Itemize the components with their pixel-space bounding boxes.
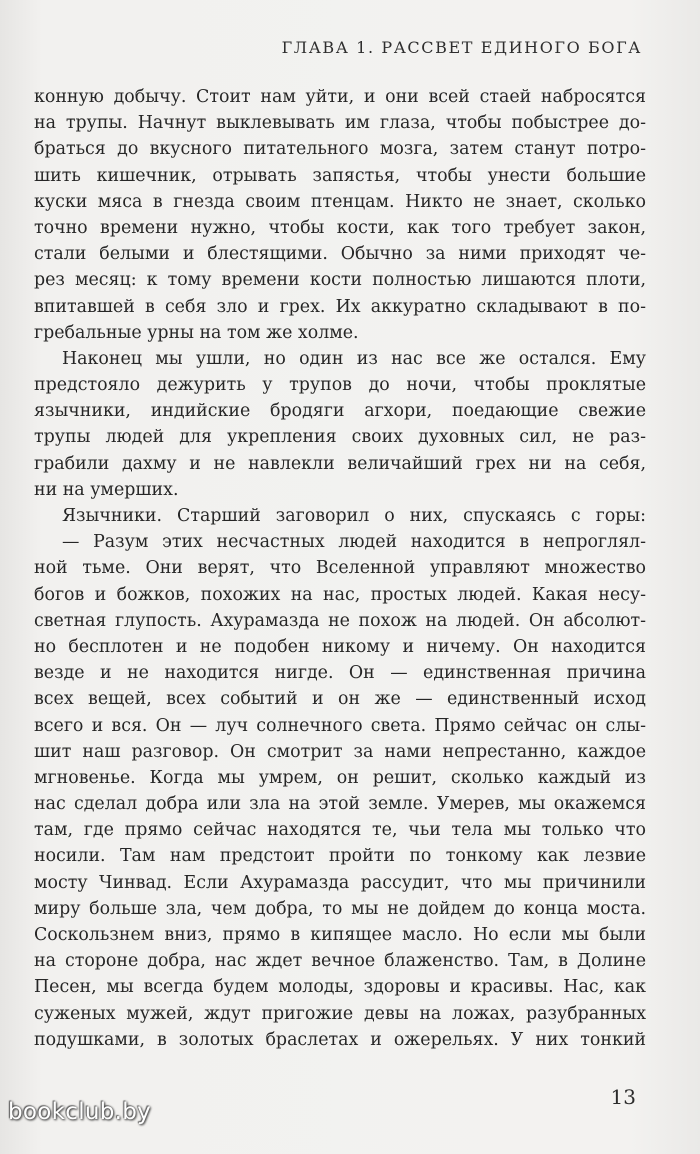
body-text (34, 84, 646, 1053)
text-line: предстояло дежурить у трупов до ночи, чтобы проклятые (34, 375, 646, 396)
text-line: там, где прямо сейчас находятся те, чьи тела мы только что (34, 820, 646, 841)
text-line: точно времени нужно, чтобы кости, как того требует закон, (34, 217, 646, 238)
text-line: стали белыми и блестящими. Обычно за ними приходят че- (34, 244, 646, 265)
text-line: рез месяц: к тому времени кости полностью лишаются плоти, (34, 270, 646, 291)
text-line: везде и не находится нигде. Он — единственная причина (34, 663, 646, 684)
text-line: всего и вся. Он — луч солнечного света. Прямо сейчас он слы- (34, 715, 646, 736)
text-line: браться до вкусного питательного мозга, затем станут потро- (34, 139, 646, 160)
text-line: всех вещей, всех событий и он же — единственный исход (34, 689, 646, 710)
watermark: bookclub.by (8, 1099, 152, 1125)
text-line: гребальные урны на том же холме. (34, 322, 359, 343)
running-head: ГЛАВА 1. РАССВЕТ ЕДИНОГО БОГА (281, 38, 642, 57)
text-line: богов и божков, похожих на нас, простых людей. Какая несу- (34, 584, 646, 605)
text-line: миру больше зла, чем добра, то мы не дойдем до конца моста. (34, 898, 646, 919)
text-line: светная глупость. Ахурамазда не похож на людей. Он абсолют- (34, 610, 646, 631)
text-line: Песен, мы всегда будем молоды, здоровы и красивы. Нас, как (34, 977, 646, 998)
text-line: грабили дахму и не навлекли величайший грех ни на себя, (34, 453, 646, 474)
text-line: впитавшей в себя зло и грех. Их аккуратно складывают в по- (34, 296, 646, 317)
text-line: — Разум этих несчастных людей находится в непроглял- (62, 532, 646, 553)
text-line: Язычники. Старший заговорил о них, спускаясь с горы: (62, 506, 646, 526)
text-line: язычники, индийские бродяги агхори, поедающие свежие (34, 401, 646, 422)
text-line: ни на умерших. (34, 479, 179, 500)
text-line: трупы людей для укрепления своих духовных сил, не раз- (34, 427, 646, 448)
text-line: ной тьме. Они верят, что Вселенной управляют множество (34, 558, 646, 579)
text-line: суженых мужей, ждут пригожие девы на ложах, разубранных (34, 1003, 646, 1024)
text-line: куски мяса в гнезда своим птенцам. Никто не знает, сколько (34, 191, 646, 212)
text-line: носили. Там нам предстоит пройти по тонкому как лезвие (34, 846, 646, 867)
text-line: на стороне добра, нас ждет вечное блаженство. Там, в Долине (34, 951, 646, 972)
text-line: конную добычу. Стоит нам уйти, и они всей стаей набросятся (34, 87, 646, 107)
text-line: на трупы. Начнут выклевывать им глаза, чтобы побыстрее до- (34, 113, 646, 134)
text-line: подушками, в золотых браслетах и ожерельях. У них тонкий (34, 1029, 646, 1050)
text-line: Наконец мы ушли, но один из нас все же остался. Ему (62, 348, 646, 369)
text-line: Соскользнем вниз, прямо в кипящее масло. Но если мы были (34, 925, 646, 945)
text-line: но бесплотен и не подобен никому и ничему. Он находится (34, 636, 646, 657)
text-line: мгновенье. Когда мы умрем, он решит, сколько каждый из (34, 767, 646, 788)
page-number: 13 (610, 1085, 636, 1109)
text-line: мосту Чинвад. Если Ахурамазда рассудит, что мы причинили (34, 872, 646, 893)
text-line: шит наш разговор. Он смотрит за нами непрестанно, каждое (34, 741, 646, 762)
text-line: шить кишечник, отрывать запястья, чтобы унести большие (34, 165, 646, 186)
text-line: нас сделал добра или зла на этой земле. Умерев, мы окажемся (34, 794, 646, 815)
